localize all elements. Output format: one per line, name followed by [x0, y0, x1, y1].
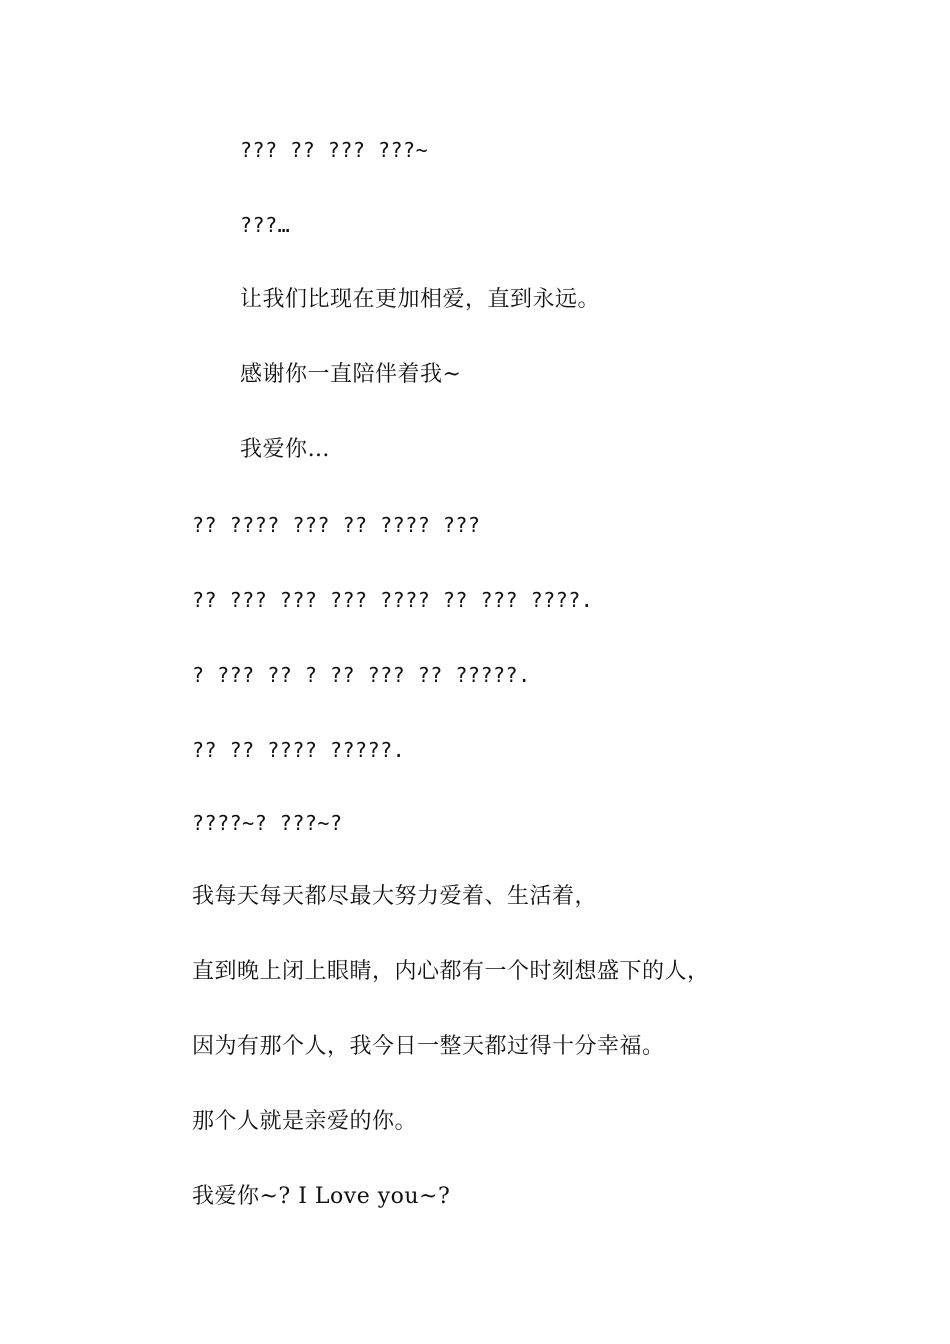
text-line-9: ?? ?? ???? ?????.	[192, 738, 406, 762]
text-line-12: 直到晚上闭上眼睛，内心都有一个时刻想盛下的人，	[192, 959, 710, 984]
text-line-10: ????~? ???~?	[192, 811, 343, 835]
text-line-7: ?? ??? ??? ??? ???? ?? ??? ????.	[192, 588, 594, 612]
text-line-15: 我爱你~? I Love you~?	[192, 1184, 451, 1209]
text-line-3: 让我们比现在更加相爱，直到永远。	[240, 287, 601, 312]
text-line-6: ?? ???? ??? ?? ???? ???	[192, 513, 481, 537]
text-line-13: 因为有那个人，我今日一整天都过得十分幸福。	[192, 1034, 665, 1059]
text-line-11: 我每天每天都尽最大努力爱着、生活着，	[192, 884, 598, 909]
text-line-1: ??? ?? ??? ???~	[240, 138, 429, 162]
text-line-8: ? ??? ?? ? ?? ??? ?? ?????.	[192, 663, 531, 687]
text-line-4: 感谢你一直陪伴着我~	[240, 362, 462, 387]
text-line-5: 我爱你…	[240, 437, 331, 462]
text-line-2: ???…	[240, 213, 291, 237]
text-line-14: 那个人就是亲爱的你。	[192, 1109, 418, 1134]
